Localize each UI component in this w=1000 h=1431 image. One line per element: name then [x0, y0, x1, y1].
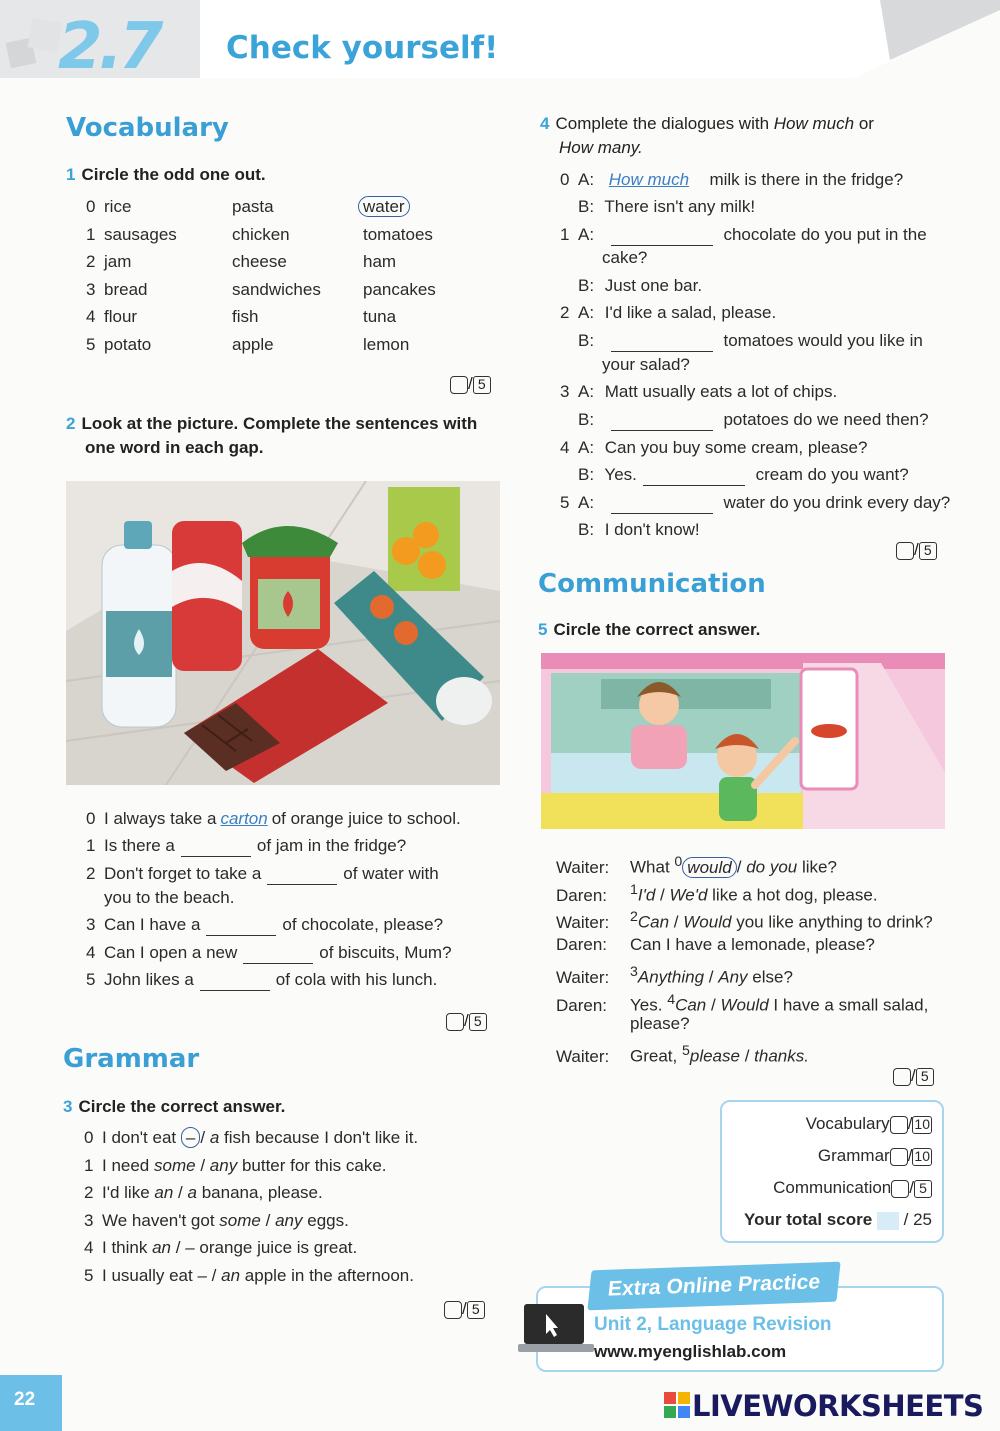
practice-url[interactable]: www.myenglishlab.com [594, 1342, 787, 1361]
circled-answer: would [682, 857, 736, 878]
grammar-heading: Grammar [63, 1044, 200, 1074]
liveworksheets-brand[interactable]: LIVEWORKSHEETS [692, 1389, 984, 1423]
answer-blank[interactable] [243, 946, 313, 964]
ex3-score: / 5 [444, 1299, 485, 1319]
answer-blank[interactable] [267, 867, 337, 885]
example-answer: carton [220, 809, 268, 828]
score-input[interactable] [450, 376, 468, 394]
score-input[interactable] [446, 1013, 464, 1031]
page-title: Check yourself! [226, 30, 499, 66]
answer-blank[interactable] [611, 334, 713, 352]
example-answer: How much [608, 170, 690, 189]
score-summary: Vocabulary / 10 Grammar / 10 Communication / 5 Your total score / 25 [720, 1100, 944, 1243]
ex2-score: / 5 [446, 1011, 487, 1031]
vocabulary-heading: Vocabulary [66, 113, 229, 143]
page-number: 22 [0, 1375, 62, 1431]
laptop-icon [518, 1302, 594, 1358]
ex3-instruction: 3 Circle the correct answer. [63, 1097, 286, 1116]
score-input[interactable] [444, 1301, 462, 1319]
answer-blank[interactable] [181, 839, 251, 857]
total-score-input[interactable] [877, 1212, 899, 1230]
food-picture [66, 481, 500, 785]
unit-number: 2.7 [58, 10, 160, 84]
answer-blank[interactable] [611, 413, 713, 431]
ex2-instruction: 2 Look at the picture. Complete the sentences with one word in each gap. [66, 414, 478, 457]
answer-blank[interactable] [206, 918, 276, 936]
ex5-score: / 5 [893, 1066, 934, 1086]
communication-heading: Communication [538, 569, 766, 599]
food-truck-picture [541, 653, 945, 829]
ex1-instruction: 1 Circle the odd one out. [66, 165, 266, 184]
grammar-total-input[interactable] [890, 1148, 908, 1166]
score-input[interactable] [896, 542, 914, 560]
ex4-score: / 5 [896, 540, 937, 560]
ex4-instruction: 4 Complete the dialogues with How much or How many. [540, 114, 874, 157]
vocab-total-input[interactable] [890, 1116, 908, 1134]
ex1-score: / 5 [450, 374, 491, 394]
score-input[interactable] [893, 1068, 911, 1086]
circled-answer: water [358, 196, 410, 217]
ex5-instruction: 5 Circle the correct answer. [538, 620, 761, 639]
comm-total-input[interactable] [891, 1180, 909, 1198]
extra-practice-tab: Extra Online Practice [587, 1262, 840, 1311]
circled-answer: – [181, 1127, 200, 1148]
answer-blank[interactable] [643, 468, 745, 486]
answer-blank[interactable] [200, 973, 270, 991]
answer-blank[interactable] [611, 228, 713, 246]
answer-blank[interactable] [611, 496, 713, 514]
practice-line1: Unit 2, Language Revision [594, 1314, 832, 1335]
liveworksheets-logo-icon [664, 1392, 690, 1418]
